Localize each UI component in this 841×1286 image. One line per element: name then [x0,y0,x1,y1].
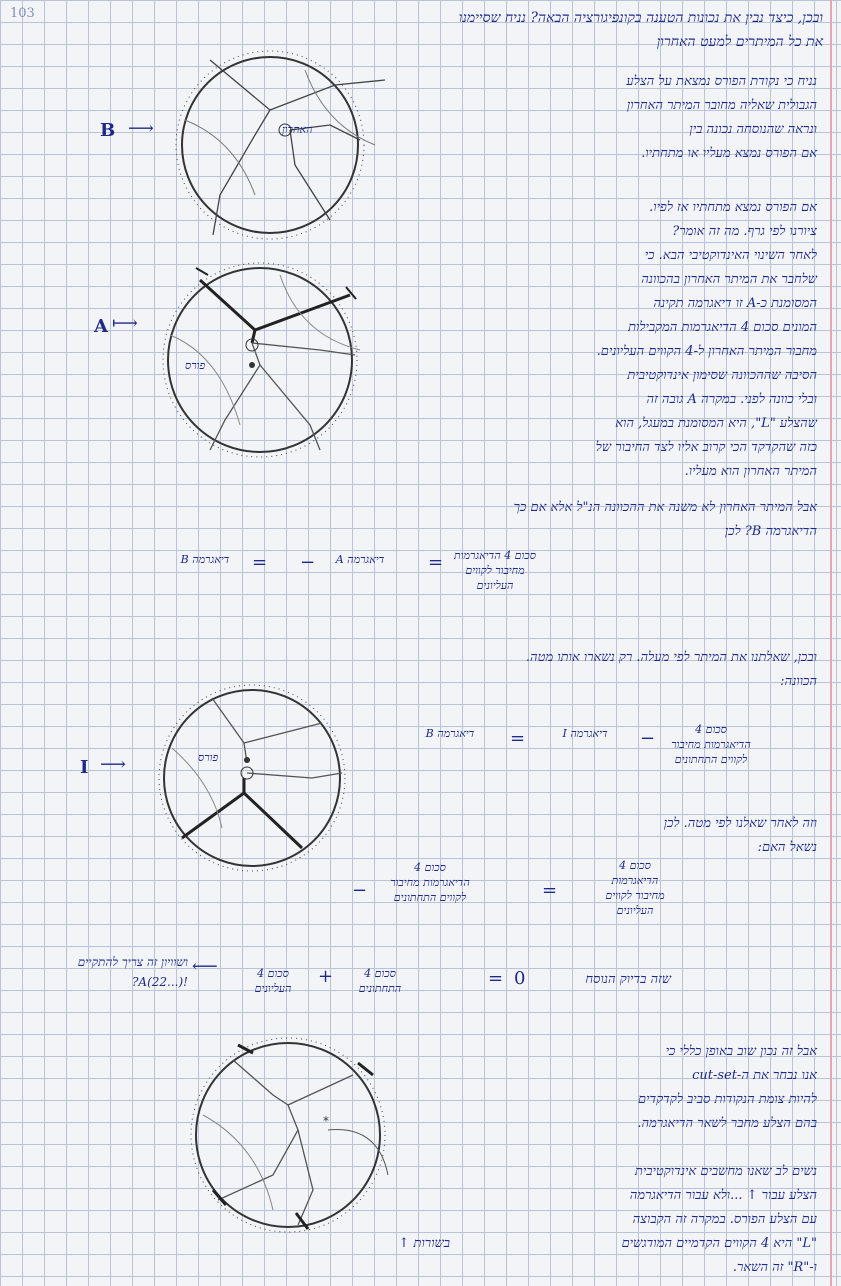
paragraph-5: וזה לאחר שאלנו לפי מטה. לכן נשאל האם: [663,816,817,855]
arrow-note: בשורות ↑ [398,1236,450,1251]
intro-text: ובכן, כיצד נבין את נכונות הטענה בקונפיגורציה הבאה? נניח שסיימנו את כל המיתרים למעט האחרון [458,10,823,50]
side-note: ושוויון זה צריך להתקיים !A(22...)? [77,955,188,989]
figure-1-circle [155,45,385,245]
figure-4-circle [178,1035,408,1235]
eq2-mid: דיאגרמה I [562,727,608,740]
figure-1-label: B [100,120,116,141]
eq3-lhs: סכום 4 הדיאגרמות מחיבור לקווים העליונים [605,859,665,917]
paragraph-3: אבל המיתר האחרון לא משנה את ההכוונה הנ"ל אלא אם כך הדיאגרמה B? לכן [513,500,817,539]
paragraph-1: נניח כי נקודת הפורס נמצאת על הצלע הגבולית שאליה מחובר המיתר האחרון ונראה שהנוסחה נכונה בין אם הפורס נמצא מעליו או מתחתיו. [626,74,817,161]
eq4-equals: = [488,968,504,989]
figure-2-inner-label: פורס [185,359,206,372]
paragraph-8: נשים לב שאנו מחשבים אינדוקטיבית הצלע עבור ↑ ...ולא עבור הדיאגרמה עם הצלע הפורס. במקרה זה הקבוצה "L" היא 4 הקווים הקדמיים המודגשים ו-"R" זה השאר. [621,1164,817,1275]
figure-2-circle [150,255,370,465]
eq2-equals: = [510,728,526,749]
figure-2-label: A [94,316,108,337]
svg-text:*: * [323,1114,329,1128]
side-note-arrow: ⟵ [192,956,218,977]
paragraph-4: ובכן, שאלתנו את המיתר לפי מעלה. רק נשארו אותו מטה. הכוונה: [525,650,817,689]
eq3-equals: = [542,880,558,901]
eq1-rhs: דיאגרמה B [180,553,230,566]
figure-3-inner-label: פורס [198,751,219,764]
eq1-mid: דיאגרמה A [335,553,385,566]
eq4-zero: 0 [514,968,526,989]
figure-3-circle [152,688,362,868]
eq1-lhs: סכום 4 הדיאגרמות מחיבור לקווים העליונים [454,549,536,592]
eq3-minus: − [352,880,368,901]
figure-1-arrow: ⟶ [128,118,154,139]
eq4-plus: + [318,966,334,987]
eq2-rhs: דיאגרמה B [425,727,475,740]
eq4-b: סכום 4 העליונים [254,967,292,995]
eq1-minus: − [300,552,316,573]
figure-1-inner-label: האחרון [282,123,313,136]
eq2-lhs: סכום 4 הדיאגרמות מחיבור לקווים התחתונים [671,723,751,766]
margin-line [830,0,832,1286]
figure-3-arrow: ⟶ [100,754,126,775]
eq3-rhs: סכום 4 הדיאגרמות מחיבור לקווים התחתונים [390,861,470,904]
paragraph-7: אבל זה נכון שוב באופן כללי כי אנו נבחר את ה-cut-set להיות צומת הנקודות סביב לקדקדים בהם הצלע מחבר לשאר הדיאגרמה. [637,1044,817,1131]
eq1-equals-2: = [428,552,444,573]
paragraph-2: אם הפורס נמצא מתחתיו אז לפיו. ציורנו לפי גרף. מה זה אומר? לאחר השינוי האינדוקטיבי הבא. כי שלחבר את המיתר האחרון בהכוונה המסומנת כ-A זו דיאגרמה תקינה המונים סכום 4 הדיאגרמות המקבילות מחבור המיתר האחרון ל-4 הקווים העליונים. הסיבה שההכוונה שסימון אינדוקטיבית ובלי כוונה לפני. במקרה A גובה זה שהצלע "L", היא המסומנת במעגל, הוא כזה שהקדקד הכי קרוב אליו לצד החיבור של המיתר האחרון הוא מעליו. [595,200,817,479]
figure-3-label: I [80,757,89,778]
figure-2-arrow: ⟼ [112,313,138,334]
page-number: 103 [10,6,35,21]
eq4-a: סכום 4 התחתונים [358,967,402,995]
eq2-minus: − [640,728,656,749]
paragraph-6: שזה בדיוק הנוסח [585,972,671,987]
eq1-equals: = [252,552,268,573]
